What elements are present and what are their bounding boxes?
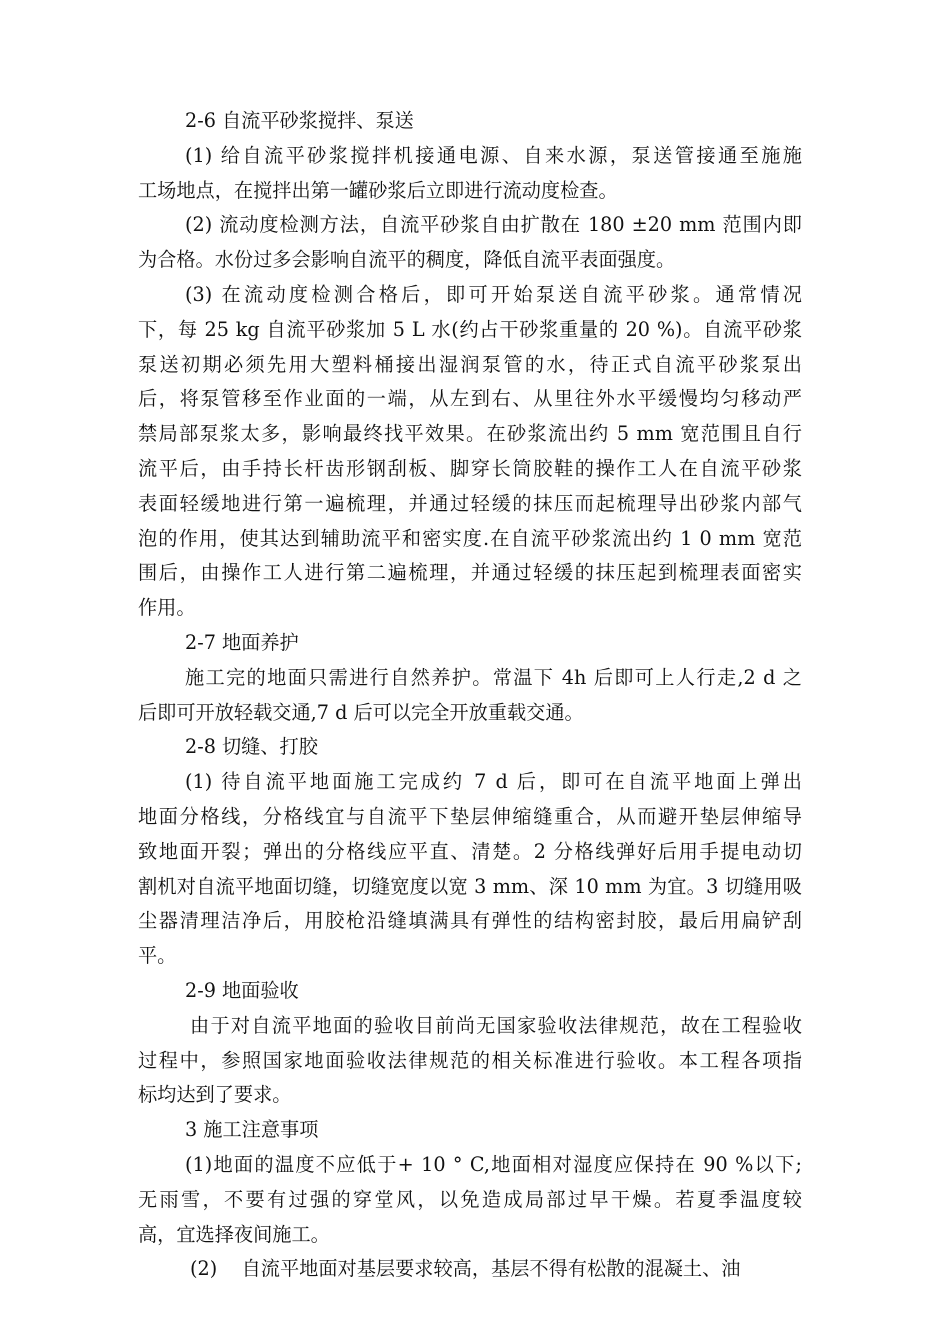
paragraph-line: 高，宜选择夜间施工。	[138, 1222, 330, 1246]
paragraph-line: 平。	[138, 944, 177, 968]
paragraph-line: (3) 在流动度检测合格后，即可开始泵送自流平砂浆。通常情况	[185, 282, 802, 306]
paragraph-line: (1)地面的温度不应低于+ 10 ° C,地面相对湿度应保持在 90 %以下;	[185, 1152, 802, 1176]
section-heading-2-8: 2-8 切缝、打胶	[185, 735, 318, 759]
paragraph-line: (1) 待自流平地面施工完成约 7 d 后，即可在自流平地面上弹出	[185, 770, 802, 794]
paragraph-line: 标均达到了要求。	[138, 1083, 292, 1107]
section-heading-2-7: 2-7 地面养护	[185, 630, 299, 654]
paragraph-line: 围后，由操作工人进行第二遍梳理，并通过轻缓的抹压起到梳理表面密实	[138, 561, 802, 585]
paragraph-line: 工场地点，在搅拌出第一罐砂浆后立即进行流动度检查。	[138, 178, 618, 202]
section-heading-2-9: 2-9 地面验收	[185, 978, 299, 1002]
paragraph-line: 过程中，参照国家地面验收法律规范的相关标准进行验收。本工程各项指	[138, 1048, 802, 1072]
paragraph-line: 作用。	[138, 596, 196, 620]
paragraph-line: 割机对自流平地面切缝，切缝宽度以宽 3 mm、深 10 mm 为宜。3 切缝用吸	[138, 874, 802, 898]
paragraph-line: 尘器清理洁净后，用胶枪沿缝填满具有弹性的结构密封胶，最后用扁铲刮	[138, 909, 802, 933]
paragraph-line: 后即可开放轻载交通,7 d 后可以完全开放重载交通。	[138, 700, 584, 724]
paragraph-line: (2) 自流平地面对基层要求较高，基层不得有松散的混凝土、油	[190, 1257, 741, 1281]
paragraph-line: 为合格。水份过多会影响自流平的稠度，降低自流平表面强度。	[138, 248, 676, 272]
paragraph-line: 后，将泵管移至作业面的一端，从左到右、从里往外水平缓慢均匀移动严	[138, 387, 802, 411]
paragraph-line: 流平后，由手持长杆齿形钢刮板、脚穿长筒胶鞋的操作工人在自流平砂浆	[138, 456, 802, 480]
paragraph-line: 施工完的地面只需进行自然养护。常温下 4h 后即可上人行走,2 d 之	[185, 665, 802, 689]
paragraph-line: 泵送初期必须先用大塑料桶接出湿润泵管的水，待正式自流平砂浆泵出	[138, 352, 802, 376]
paragraph-line: 表面轻缓地进行第一遍梳理，并通过轻缓的抹压而起梳理导出砂浆内部气	[138, 491, 802, 515]
section-heading-2-6: 2-6 自流平砂浆搅拌、泵送	[185, 109, 414, 132]
paragraph-line: (1) 给自流平砂浆搅拌机接通电源、自来水源，泵送管接通至施施	[185, 143, 802, 167]
section-heading-3: 3 施工注意事项	[185, 1118, 319, 1142]
paragraph-line: 无雨雪，不要有过强的穿堂风，以免造成局部过早干燥。若夏季温度较	[138, 1187, 802, 1211]
paragraph-line: 下，每 25 kg 自流平砂浆加 5 L 水(约占干砂浆重量的 20 %)。自流平砂浆	[138, 317, 802, 341]
paragraph-line: 由于对自流平地面的验收目前尚无国家验收法律规范，故在工程验收	[190, 1013, 802, 1037]
document-page	[138, 104, 802, 1287]
paragraph-line: 地面分格线，分格线宜与自流平下垫层伸缩缝重合，从而避开垫层伸缩导	[138, 804, 802, 828]
paragraph-line: 禁局部泵浆太多，影响最终找平效果。在砂浆流出约 5 mm 宽范围且自行	[138, 422, 802, 446]
paragraph-line: (2) 流动度检测方法，自流平砂浆自由扩散在 180 ±20 mm 范围内即	[185, 213, 802, 237]
paragraph-line: 泡的作用，使其达到辅助流平和密实度.在自流平砂浆流出约 1 0 mm 宽范	[138, 526, 802, 550]
paragraph-line: 致地面开裂；弹出的分格线应平直、清楚。2 分格线弹好后用手提电动切	[138, 839, 802, 863]
